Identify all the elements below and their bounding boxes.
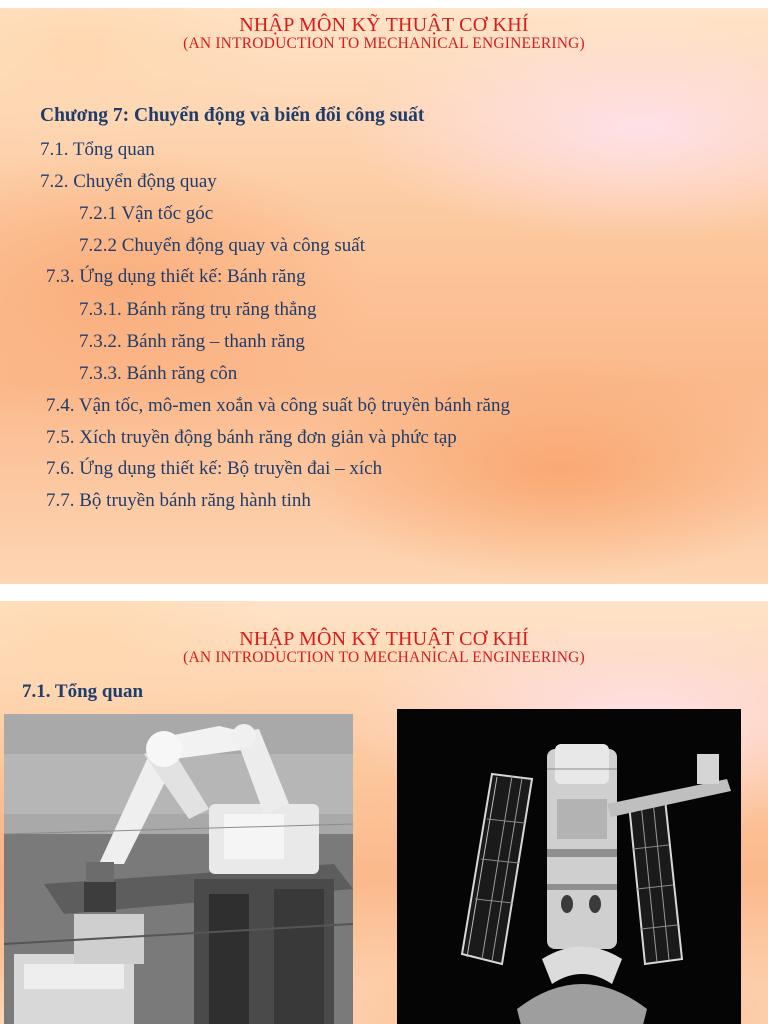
satellite-illustration [397,709,741,1024]
toc-item: 7.3. Ứng dụng thiết kế: Bánh răng [46,266,306,287]
slide-title-vn: NHẬP MÔN KỸ THUẬT CƠ KHÍ [239,628,529,650]
toc-item: 7.1. Tổng quan [40,139,155,160]
toc-item: 7.6. Ứng dụng thiết kế: Bộ truyền đai – xích [46,458,383,479]
slide-2 [0,601,768,1024]
slide-title-vn: NHẬP MÔN KỸ THUẬT CƠ KHÍ [239,14,529,36]
toc-item: 7.3.1. Bánh răng trụ răng thẳng [79,299,317,320]
toc-item: 7.3.3. Bánh răng côn [79,363,238,384]
slide-1 [0,8,768,584]
toc-item: 7.2.2 Chuyển động quay và công suất [79,235,366,256]
toc-item: 7.3.2. Bánh răng – thanh răng [79,331,305,352]
toc-item: 7.4. Vận tốc, mô-men xoắn và công suất bộ truyền bánh răng [46,395,510,416]
satellite-photo [397,709,741,1024]
toc-item: 7.5. Xích truyền động bánh răng đơn giản và phức tạp [46,427,457,448]
chapter-heading: Chương 7: Chuyển động và biến đổi công suất [40,105,425,126]
toc-item: 7.7. Bộ truyền bánh răng hành tinh [46,490,311,511]
slide-title-en: (AN INTRODUCTION TO MECHANICAL ENGINEERING) [183,35,585,52]
section-title: 7.1. Tổng quan [22,681,144,702]
robot-arm-illustration [4,714,353,1024]
slide-title-en: (AN INTRODUCTION TO MECHANICAL ENGINEERING) [183,649,585,666]
toc-item: 7.2. Chuyển động quay [40,171,217,192]
robot-arm-photo [4,714,353,1024]
toc-item: 7.2.1 Vận tốc góc [79,203,214,224]
